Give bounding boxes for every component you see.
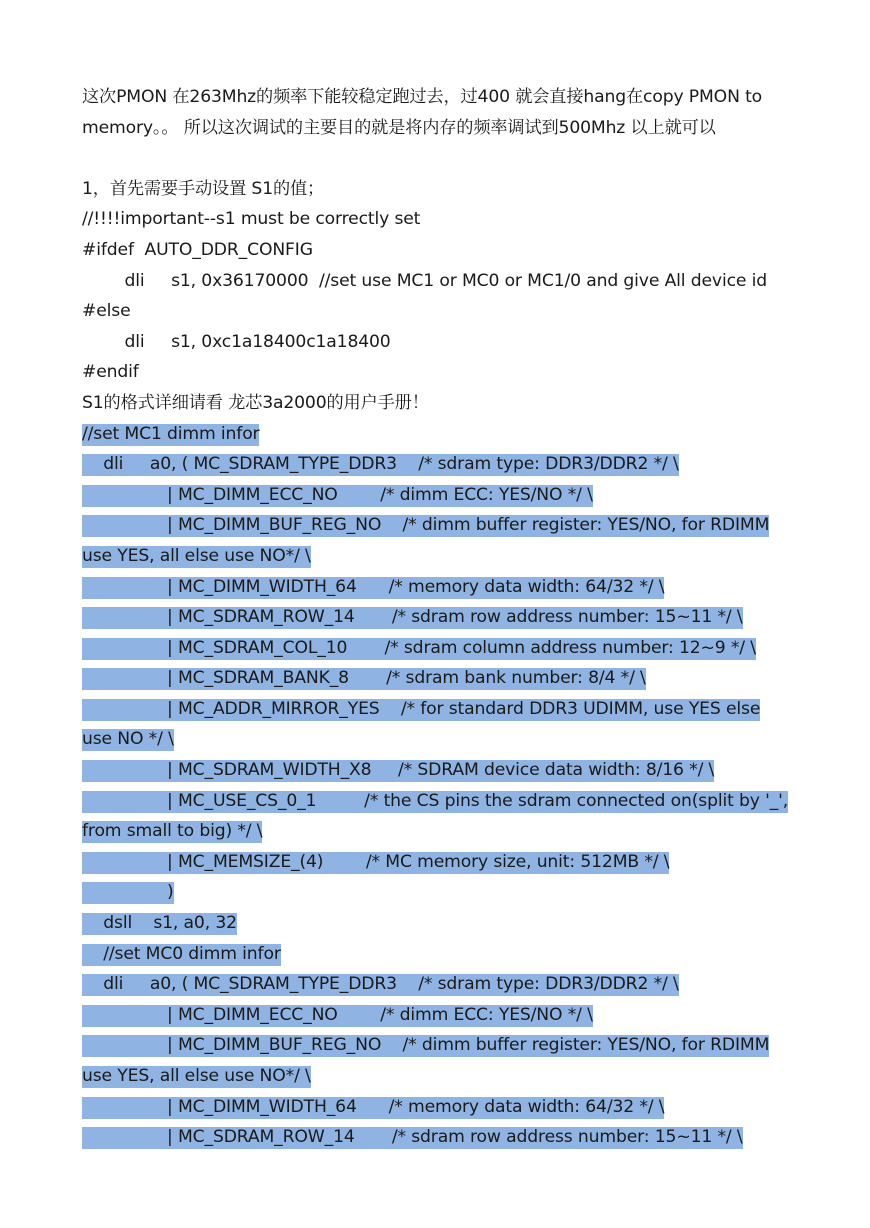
- line-text: | MC_DIMM_WIDTH_64 /* memory data width: 64/32 */ \: [82, 1096, 665, 1117]
- line-text: | MC_MEMSIZE_(4) /* MC memory size, unit: 512MB */ \: [82, 851, 670, 872]
- text-line: [82, 327, 792, 358]
- line-text: #else: [82, 301, 131, 322]
- line-text: use NO */ \: [82, 729, 174, 750]
- highlighted-code-line: [82, 1061, 792, 1092]
- line-text: //set MC0 dimm infor: [82, 943, 281, 964]
- highlighted-code-line: [82, 969, 792, 1000]
- highlighted-code-line: [82, 510, 792, 541]
- text-line: [82, 113, 792, 144]
- document-body: [82, 82, 792, 1153]
- line-text: ): [82, 882, 174, 903]
- line-text: | MC_SDRAM_ROW_14 /* sdram row address number: 15~11 */ \: [82, 1127, 743, 1148]
- text-line: [82, 204, 792, 235]
- highlighted-code-line: [82, 786, 792, 817]
- text-line: [82, 266, 792, 297]
- line-text: memory。。 所以这次调试的主要目的就是将内存的频率调试到500Mhz 以上就可以: [82, 117, 716, 138]
- line-text: | MC_SDRAM_ROW_14 /* sdram row address number: 15~11 */ \: [82, 607, 743, 628]
- highlighted-code-line: [82, 847, 792, 878]
- highlighted-code-line: [82, 877, 792, 908]
- line-text: 1，首先需要手动设置 S1的值；: [82, 178, 325, 199]
- line-text: | MC_DIMM_BUF_REG_NO /* dimm buffer register: YES/NO, for RDIMM: [82, 515, 770, 536]
- line-text: S1的格式详细请看 龙芯3a2000的用户手册！: [82, 392, 429, 413]
- highlighted-code-line: [82, 939, 792, 970]
- highlighted-code-line: [82, 908, 792, 939]
- line-text: use YES, all else use NO*/ \: [82, 545, 311, 566]
- highlighted-code-line: [82, 724, 792, 755]
- blank-line: [82, 143, 792, 174]
- text-line: [82, 357, 792, 388]
- highlighted-code-line: [82, 1030, 792, 1061]
- line-text: //!!!!important--s1 must be correctly set: [82, 209, 421, 230]
- line-text: dli s1, 0x36170000 //set use MC1 or MC0 or MC1/0 and give All device id: [82, 270, 767, 291]
- line-text: | MC_SDRAM_WIDTH_X8 /* SDRAM device data width: 8/16 */ \: [82, 760, 715, 781]
- highlighted-code-line: [82, 1000, 792, 1031]
- highlighted-code-line: [82, 449, 792, 480]
- line-text: | MC_DIMM_WIDTH_64 /* memory data width: 64/32 */ \: [82, 576, 665, 597]
- highlighted-code-line: [82, 1122, 792, 1153]
- line-text: | MC_SDRAM_COL_10 /* sdram column address number: 12~9 */ \: [82, 637, 756, 658]
- line-text: | MC_ADDR_MIRROR_YES /* for standard DDR3 UDIMM, use YES else: [82, 698, 761, 719]
- line-text: | MC_DIMM_ECC_NO /* dimm ECC: YES/NO */ \: [82, 484, 593, 505]
- highlighted-code-line: [82, 816, 792, 847]
- highlighted-code-line: [82, 602, 792, 633]
- text-line: [82, 235, 792, 266]
- highlighted-code-line: [82, 419, 792, 450]
- line-text: from small to big) */ \: [82, 821, 263, 842]
- line-text: | MC_USE_CS_0_1 /* the CS pins the sdram connected on(split by '_',: [82, 790, 789, 811]
- line-text: //set MC1 dimm infor: [82, 423, 260, 444]
- highlighted-code-line: [82, 541, 792, 572]
- line-text: dli a0, ( MC_SDRAM_TYPE_DDR3 /* sdram type: DDR3/DDR2 */ \: [82, 454, 679, 475]
- highlighted-code-line: [82, 755, 792, 786]
- line-text: dli s1, 0xc1a18400c1a18400: [82, 331, 391, 352]
- line-text: use YES, all else use NO*/ \: [82, 1066, 311, 1086]
- line-text: #endif: [82, 362, 139, 383]
- text-line: [82, 296, 792, 327]
- line-text: 这次PMON 在263Mhz的频率下能较稳定跑过去，过400 就会直接hang在copy PMON to: [82, 87, 763, 107]
- line-text: | MC_DIMM_BUF_REG_NO /* dimm buffer register: YES/NO, for RDIMM: [82, 1035, 770, 1056]
- text-line: [82, 174, 792, 205]
- line-text: | MC_DIMM_ECC_NO /* dimm ECC: YES/NO */ \: [82, 1004, 593, 1025]
- highlighted-code-line: [82, 480, 792, 511]
- highlighted-code-line: [82, 663, 792, 694]
- line-text: #ifdef AUTO_DDR_CONFIG: [82, 239, 313, 260]
- highlighted-code-line: [82, 694, 792, 725]
- text-line: [82, 388, 792, 419]
- text-line: [82, 82, 792, 113]
- highlighted-code-line: [82, 572, 792, 603]
- highlighted-code-line: [82, 633, 792, 664]
- highlighted-code-line: [82, 1092, 792, 1123]
- document-page: [82, 82, 792, 1153]
- line-text: dsll s1, a0, 32: [82, 913, 237, 934]
- line-text: | MC_SDRAM_BANK_8 /* sdram bank number: 8/4 */ \: [82, 668, 646, 689]
- line-text: dli a0, ( MC_SDRAM_TYPE_DDR3 /* sdram type: DDR3/DDR2 */ \: [82, 974, 679, 995]
